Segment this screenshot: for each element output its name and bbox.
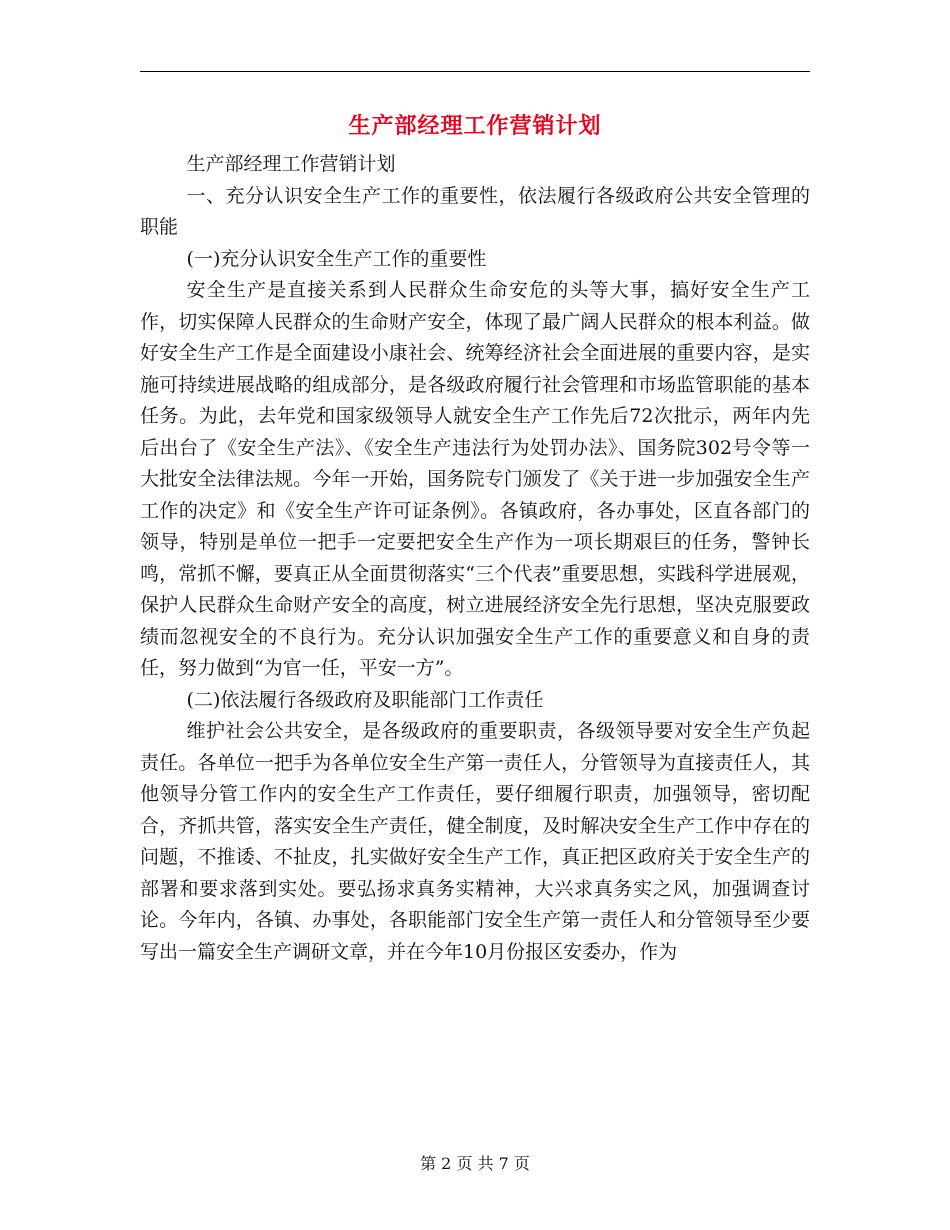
- body-paragraph: (一)充分认识安全生产工作的重要性: [186, 247, 487, 270]
- document-body: [140, 149, 810, 968]
- document-title: 生产部经理工作营销计划: [348, 113, 602, 139]
- body-paragraph: 安全生产是直接关系到人民群众生命安危的头等大事，搞好安全生产工作，切实保障人民群众的生命财产安全，体现了最广阔人民群众的根本利益。做好安全生产工作是全面建设小康社会、统筹经济社会全面进展的重要内容，是实施可持续进展战略的组成部分，是各级政府履行社会管理和市场监管职能的基本任务。为此，去年党和国家级领导人就安全生产工作先后72次批示，两年内先后出台了《安全生产法》、《安全生产违法行为处罚办法》、国务院302号令等一大批安全法律法规。今年一开始，国务院专门颁发了《关于进一步加强安全生产工作的决定》和《安全生产许可证条例》。各镇政府，各办事处，区直各部门的领导，特别是单位一把手一定要把安全生产作为一项长期艰巨的任务，警钟长鸣，常抓不懈，要真正从全面贯彻落实“三个代表”重要思想，实践科学进展观，保护人民群众生命财产安全的高度，树立进展经济安全先行思想，坚决克服要政绩而忽视安全的不良行为。充分认识加强安全生产工作的重要意义和自身的责任，努力做到“为官一任，平安一方”。: [140, 279, 810, 679]
- page-number: 第 2 页 共 7 页: [420, 1154, 530, 1173]
- body-paragraph: 生产部经理工作营销计划: [186, 153, 396, 175]
- body-paragraph: 维护社会公共安全，是各级政府的重要职责，各级领导要对安全生产负起责任。各单位一把手为各单位安全生产第一责任人，分管领导为直接责任人，其他领导分管工作内的安全生产工作责任，要仔细履行职责，加强领导，密切配合，齐抓共管，落实安全生产责任，健全制度，及时解决安全生产工作中存在的问题，不推诿、不扯皮，扎实做好安全生产工作，真正把区政府关于安全生产的部署和要求落到实处。要弘扬求真务实精神，大兴求真务实之风，加强调查讨论。今年内，各镇、办事处，各职能部门安全生产第一责任人和分管领导至少要写出一篇安全生产调研文章，并在今年10月份报区安委办，作为: [140, 720, 810, 963]
- body-paragraph: 一、充分认识安全生产工作的重要性，依法履行各级政府公共安全管理的职能: [140, 184, 810, 238]
- header-rule: [140, 71, 810, 72]
- body-paragraph: (二)依法履行各级政府及职能部门工作责任: [186, 688, 544, 711]
